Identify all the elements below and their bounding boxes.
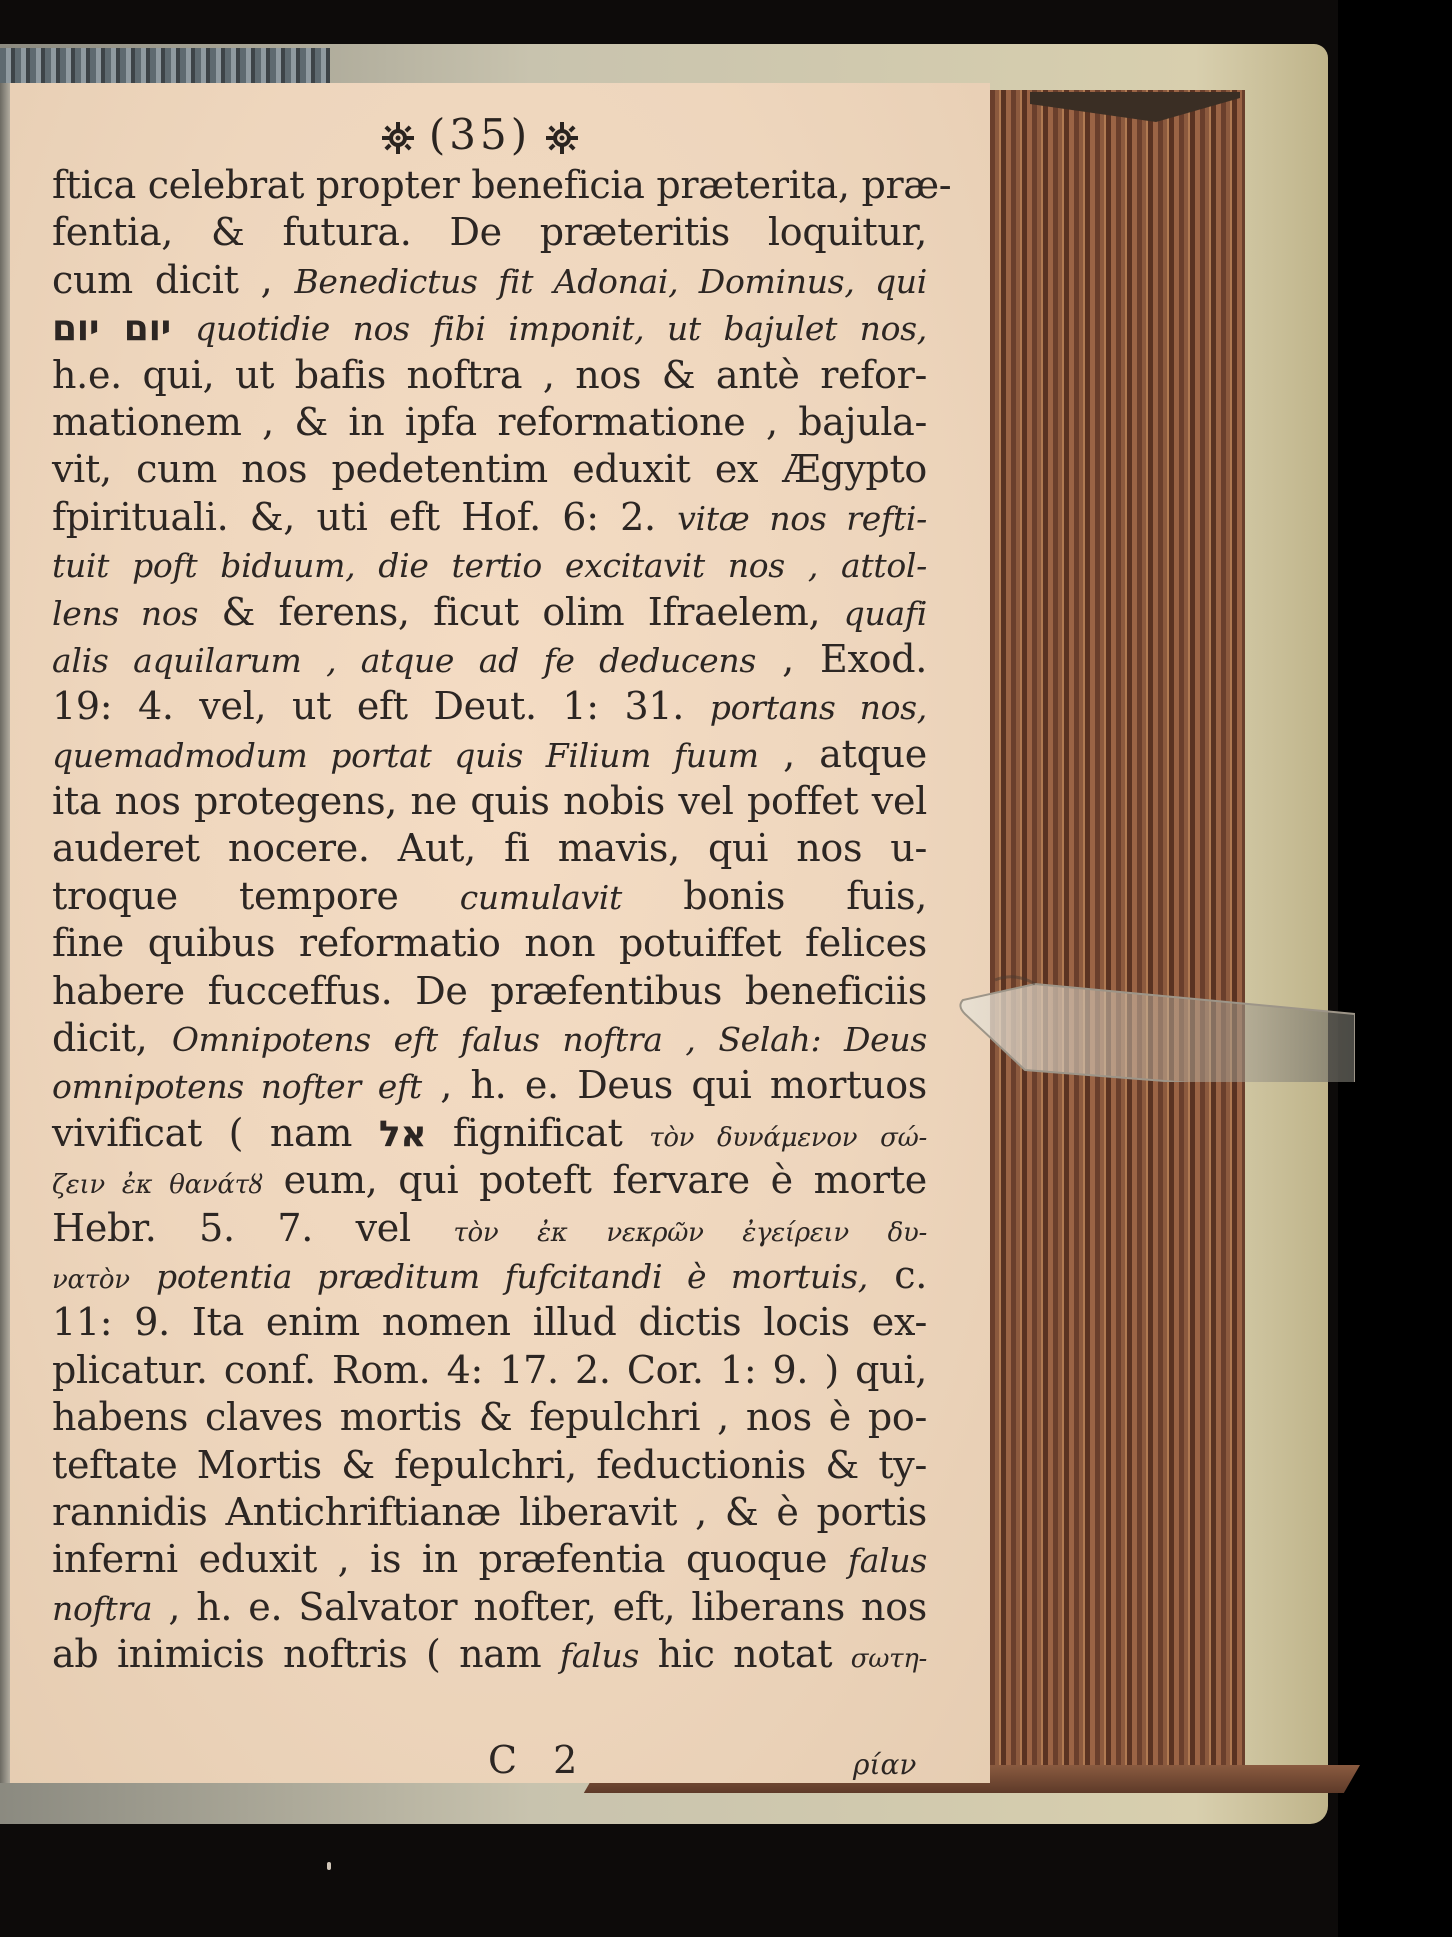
dust-speck	[327, 1862, 331, 1870]
italic-quotation: quemadmodum portat quis Filium fuum	[52, 735, 759, 775]
text-line	[52, 541, 927, 588]
roman-text: inferni eduxit , is in præfentia quoque	[52, 1537, 848, 1582]
greek-text: τὸν δυνάμενον σώ-	[649, 1122, 928, 1153]
text-line	[52, 1062, 927, 1109]
roman-text: Hebr. 5. 7. vel	[52, 1205, 454, 1250]
roman-text	[130, 1253, 156, 1297]
hebrew-text: יום יום	[52, 308, 171, 350]
greek-text: νατὸν	[52, 1264, 130, 1295]
italic-quotation: Benedictus fit Adonai, Dominus, qui	[294, 261, 927, 301]
roman-text: fpirituali. &, uti eft Hof. 6: 2.	[52, 494, 678, 539]
text-line	[52, 1205, 927, 1252]
text-line	[52, 589, 927, 636]
roman-text: habens claves mortis & fepulchri , nos è po-	[52, 1395, 927, 1440]
page-edges	[990, 90, 1245, 1780]
roman-text: teftate Mortis & fepulchri, feductionis & ty-	[52, 1442, 927, 1487]
italic-quotation: falus	[847, 1541, 927, 1581]
roman-text: ita nos protegens, ne quis nobis vel poffet vel	[52, 779, 927, 824]
catchword: ρίαν	[853, 1748, 917, 1781]
italic-quotation: lens nos	[52, 593, 199, 633]
text-line	[52, 1157, 927, 1204]
italic-quotation: alis aquilarum , atque ad fe deducens	[52, 640, 756, 680]
roman-text: troque tempore	[52, 873, 460, 918]
text-line	[52, 209, 927, 256]
text-line	[52, 446, 927, 493]
text-line	[52, 1347, 927, 1394]
text-line	[52, 1536, 927, 1583]
text-line	[52, 920, 927, 967]
text-line	[52, 257, 927, 304]
page-clip-bookmark	[955, 962, 1355, 1082]
hebrew-text: אל	[378, 1113, 427, 1155]
italic-quotation: tuit poft biduum, die tertio excitavit nos , attol-	[52, 546, 927, 586]
roman-text: fine quibus reformatio non potuiffet felices	[52, 921, 927, 966]
page-number: (35)	[428, 110, 532, 159]
italic-quotation: quafi	[843, 593, 927, 633]
text-line	[52, 683, 927, 730]
roman-text: & ferens, ficut olim Ifraelem,	[198, 589, 844, 634]
text-line	[52, 778, 927, 825]
text-line	[52, 352, 927, 399]
greek-text: σωτη-	[850, 1644, 927, 1675]
roman-text: c.	[867, 1252, 928, 1297]
text-line	[52, 873, 927, 920]
text-line	[52, 494, 927, 541]
italic-quotation: vitæ nos refti-	[677, 498, 927, 538]
roman-text: auderet nocere. Aut, fi mavis, qui nos u-	[52, 826, 927, 871]
roman-text: plicatur. conf. Rom. 4: 17. 2. Cor. 1: 9. ) qui,	[52, 1347, 927, 1392]
roman-text: vit, cum nos pedetentim eduxit ex Ægypto	[52, 447, 927, 492]
fleuron-icon	[381, 121, 415, 155]
text-line	[52, 162, 952, 209]
body-text	[52, 162, 952, 1679]
text-line	[52, 731, 927, 778]
text-line	[52, 1394, 927, 1441]
text-line	[52, 399, 927, 446]
roman-text: vivificat ( nam	[52, 1110, 379, 1155]
roman-text: hic notat	[639, 1632, 851, 1677]
text-line	[52, 1252, 927, 1299]
italic-quotation: potentia præditum fufcitandi è mortuis,	[156, 1256, 868, 1296]
text-line	[52, 968, 927, 1015]
roman-text: eum, qui poteft fervare è morte	[262, 1158, 927, 1203]
fleuron-icon	[545, 121, 579, 155]
running-header	[320, 110, 640, 159]
italic-quotation: omnipotens nofter eft	[52, 1067, 422, 1107]
text-line	[52, 1489, 927, 1536]
roman-text: ftica celebrat propter beneficia præterita, præ-	[52, 163, 952, 207]
roman-text: dicit,	[52, 1016, 172, 1061]
text-line	[52, 1584, 927, 1631]
roman-text	[171, 305, 195, 349]
roman-text: 19: 4. vel, ut eft Deut. 1: 31.	[52, 684, 710, 729]
text-line	[52, 1631, 927, 1678]
roman-text: habere fucceffus. De præfentibus beneficiis	[52, 968, 927, 1013]
roman-text: , h. e. Deus qui mortuos	[421, 1063, 927, 1108]
roman-text: fentia, & futura. De præteritis loquitur,	[52, 210, 927, 255]
italic-quotation: noftra	[52, 1588, 153, 1628]
roman-text: h.e. qui, ut bafis noftra , nos & antè refor-	[52, 352, 927, 397]
roman-text: rannidis Antichriftianæ liberavit , & è portis	[52, 1489, 927, 1534]
text-line	[52, 1442, 927, 1489]
italic-quotation: portans nos,	[709, 688, 927, 728]
roman-text: , atque	[758, 731, 927, 776]
text-line	[52, 1299, 927, 1346]
roman-text: cum dicit ,	[52, 257, 295, 302]
roman-text: mationem , & in ipfa reformatione , bajula-	[52, 399, 927, 444]
signature-mark: C 2	[488, 1738, 590, 1782]
roman-text: fignificat	[426, 1110, 650, 1155]
greek-text: τὸν ἐκ νεκρῶν ἐγείρειν δυ-	[453, 1217, 927, 1248]
roman-text: , Exod.	[755, 636, 927, 681]
roman-text: 11: 9. Ita enim nomen illud dictis locis ex-	[52, 1300, 927, 1345]
italic-quotation: cumulavit	[459, 877, 623, 917]
text-line	[52, 825, 927, 872]
text-line	[52, 636, 927, 683]
text-line	[52, 304, 927, 351]
roman-text: ab inimicis noftris ( nam	[52, 1632, 560, 1677]
text-line	[52, 1110, 927, 1157]
italic-quotation: Omnipotens eft falus noftra , Selah: Deus	[171, 1020, 927, 1060]
italic-quotation: falus	[559, 1636, 640, 1676]
roman-text: bonis fuis,	[622, 873, 927, 918]
greek-text: ζειν ἐκ θανάτȣ	[52, 1170, 263, 1201]
italic-quotation: quotidie nos fibi imponit, ut bajulet nos,	[195, 309, 928, 349]
roman-text: , h. e. Salvator nofter, eft, liberans nos	[152, 1584, 927, 1629]
spine-binding	[0, 48, 330, 86]
text-line	[52, 1015, 927, 1062]
